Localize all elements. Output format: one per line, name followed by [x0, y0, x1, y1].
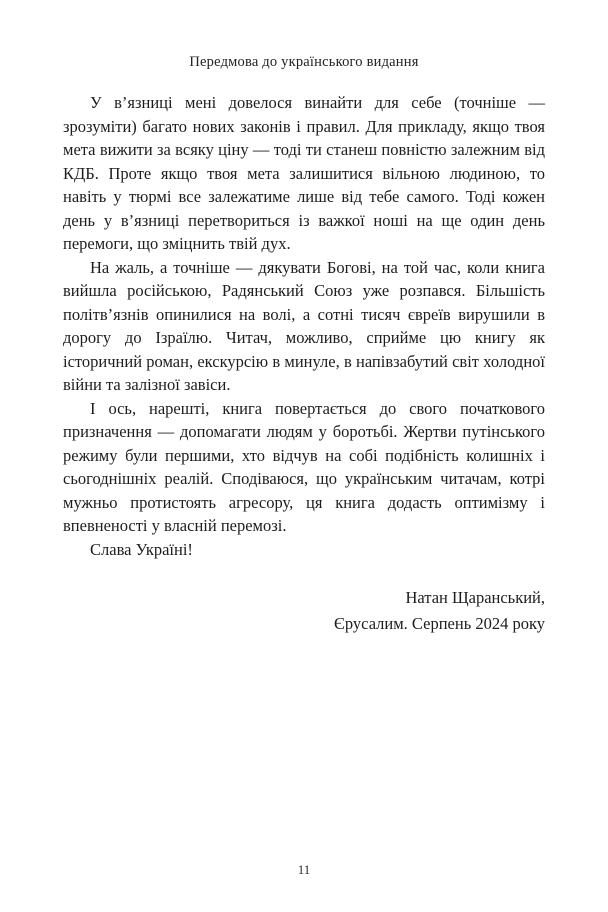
page-body [63, 91, 545, 561]
paragraph: І ось, нарешті, книга повертається до свого початкового призначення — допомагати людям у боротьбі. Жертви путінського режиму були першими, хто відчув на собі подібність колишніх і сьогоднішніх реалій. Сподіваюся, що українським читачам, котрі мужньо протистоять агресору, ця книга додасть оптимізму і впевненості у власній перемозі. [63, 398, 545, 535]
paragraph: На жаль, а точніше — дякувати Богові, на той час, коли книга вийшла російською, Радянський Союз уже розпався. Більшість політв’язнів опинилися на волі, а сотні тисяч євреїв вирушили в дорогу до Ізраїлю. Читач, можливо, сприйме цю книгу як історичний роман, екскурсію в минуле, в напівзабутий світ холодної війни та залізної завіси. [63, 257, 545, 394]
running-header: Передмова до українського видання [189, 54, 419, 70]
signature-name: Натан Щаранський, [405, 588, 545, 607]
paragraph: У в’язниці мені довелося винайти для себе (точніше — зрозуміти) багато нових законів і правил. Для прикладу, якщо твоя мета вижити за всяку ціну — тоді ти станеш повністю залежним від КДБ. Проте якщо твоя мета залишитися вільною людиною, то навіть у тюрмі все залежатиме лише від тебе самого. Тоді кожен день у в’язниці перетвориться із важкої ноші на ще один день перемоги, що зміцнить твій дух. [63, 93, 545, 253]
page-number: 11 [297, 862, 311, 877]
paragraph: Слава Україні! [90, 539, 193, 559]
signature-place-date: Єрусалим. Серпень 2024 року [334, 614, 545, 633]
signature-block [63, 585, 545, 637]
